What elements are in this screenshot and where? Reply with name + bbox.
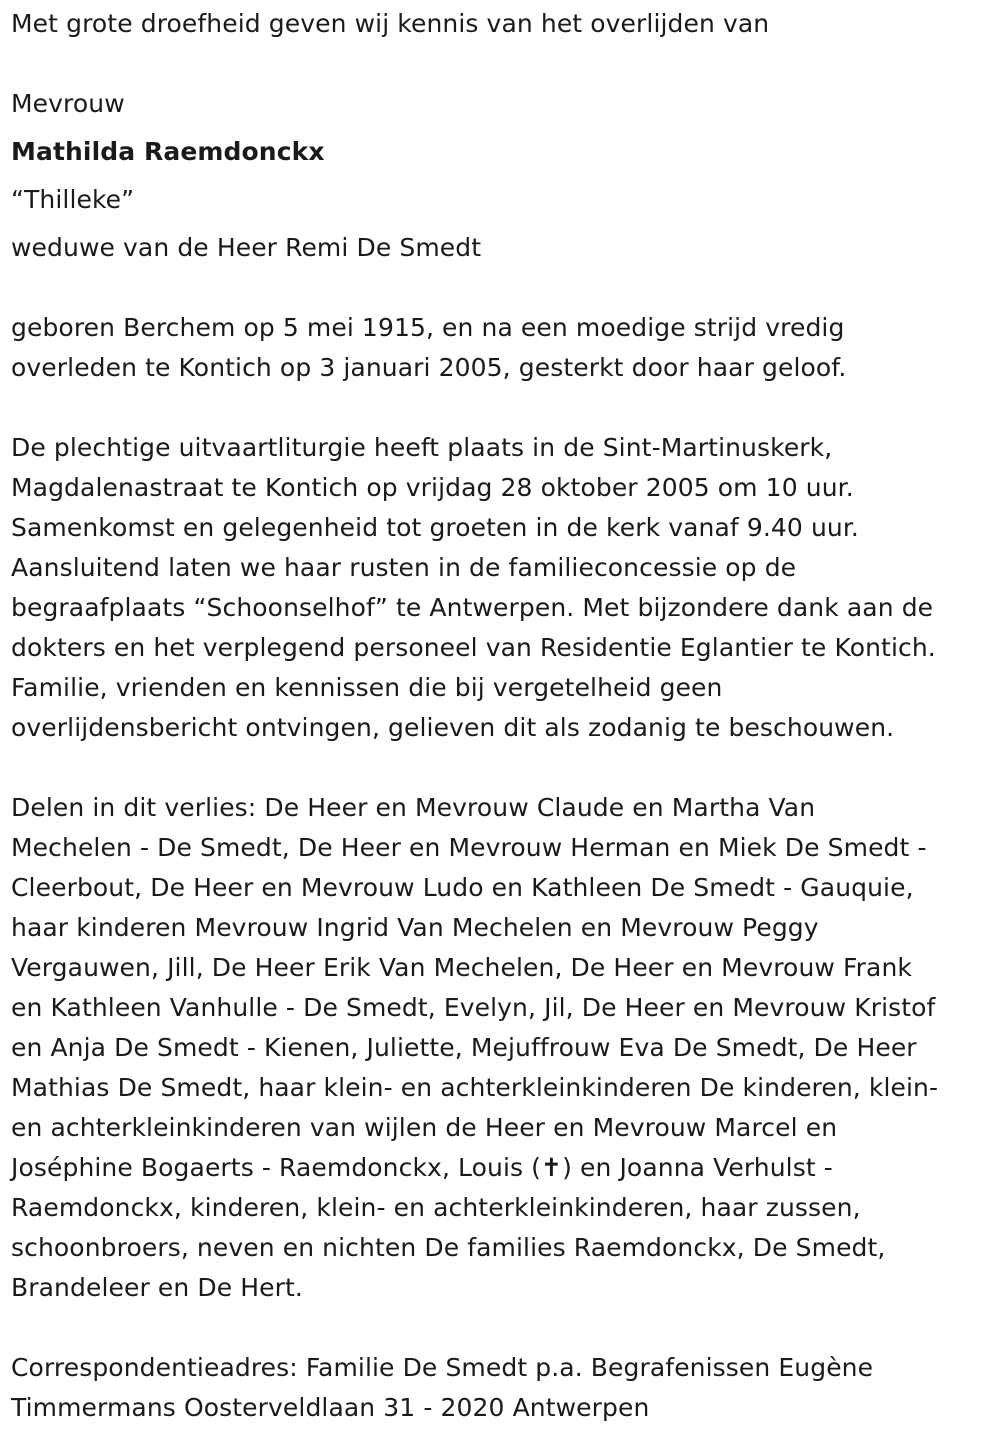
paragraph-line: Correspondentieadres: Familie De Smedt p.a. Begrafenissen Eugène xyxy=(11,1353,874,1382)
paragraph-line: dokters en het verplegend personeel van Residentie Eglantier te Kontich. xyxy=(11,633,936,662)
intro-line: Met grote droefheid geven wij kennis van het overlijden van xyxy=(11,9,770,38)
salutation: Mevrouw xyxy=(11,89,125,118)
paragraph-line: Vergauwen, Jill, De Heer Erik Van Mechelen, De Heer en Mevrouw Frank xyxy=(11,953,912,982)
correspondence-paragraph xyxy=(11,1348,991,1428)
nickname: “Thilleke” xyxy=(11,185,135,214)
paragraph-line: haar kinderen Mevrouw Ingrid Van Mechelen en Mevrouw Peggy xyxy=(11,913,819,942)
widow-of-line: weduwe van de Heer Remi De Smedt xyxy=(11,233,482,262)
paragraph-line: begraafplaats “Schoonselhof” te Antwerpen. Met bijzondere dank aan de xyxy=(11,593,934,622)
spacer xyxy=(11,388,991,428)
paragraph-line: Familie, vrienden en kennissen die bij vergetelheid geen xyxy=(11,673,723,702)
paragraph-line: Mechelen - De Smedt, De Heer en Mevrouw Herman en Miek De Smedt - xyxy=(11,833,927,862)
paragraph-line: Delen in dit verlies: De Heer en Mevrouw Claude en Martha Van xyxy=(11,793,816,822)
paragraph-line: geboren Berchem op 5 mei 1915, en na een moedige strijd vredig xyxy=(11,313,845,342)
paragraph-line: Joséphine Bogaerts - Raemdonckx, Louis (✝) en Joanna Verhulst - xyxy=(11,1153,833,1182)
paragraph-line: overlijdensbericht ontvingen, gelieven dit als zodanig te beschouwen. xyxy=(11,713,895,742)
spacer xyxy=(11,268,991,308)
birth-death-paragraph xyxy=(11,308,991,388)
paragraph-line: Mathias De Smedt, haar klein- en achterkleinkinderen De kinderen, klein- xyxy=(11,1073,939,1102)
paragraph-line: schoonbroers, neven en nichten De families Raemdonckx, De Smedt, xyxy=(11,1233,886,1262)
paragraph-line: Aansluitend laten we haar rusten in de familieconcessie op de xyxy=(11,553,797,582)
paragraph-line: Magdalenastraat te Kontich op vrijdag 28 oktober 2005 om 10 uur. xyxy=(11,473,854,502)
paragraph-line: en achterkleinkinderen van wijlen de Heer en Mevrouw Marcel en xyxy=(11,1113,838,1142)
paragraph-line: Timmermans Oosterveldlaan 31 - 2020 Antwerpen xyxy=(11,1393,650,1422)
paragraph-line: en Kathleen Vanhulle - De Smedt, Evelyn, Jil, De Heer en Mevrouw Kristof xyxy=(11,993,936,1022)
spacer xyxy=(11,44,991,84)
ceremony-paragraph xyxy=(11,428,991,748)
paragraph-line: en Anja De Smedt - Kienen, Juliette, Mejuffrouw Eva De Smedt, De Heer xyxy=(11,1033,917,1062)
mourners-paragraph xyxy=(11,788,991,1308)
paragraph-line: Raemdonckx, kinderen, klein- en achterkleinkinderen, haar zussen, xyxy=(11,1193,861,1222)
paragraph-line: Cleerbout, De Heer en Mevrouw Ludo en Kathleen De Smedt - Gauquie, xyxy=(11,873,914,902)
paragraph-line: De plechtige uitvaartliturgie heeft plaats in de Sint-Martinuskerk, xyxy=(11,433,833,462)
obituary-document xyxy=(11,4,991,1428)
spacer xyxy=(11,1308,991,1348)
paragraph-line: Brandeleer en De Hert. xyxy=(11,1273,303,1302)
spacer xyxy=(11,748,991,788)
deceased-name: Mathilda Raemdonckx xyxy=(11,137,325,166)
paragraph-line: overleden te Kontich op 3 januari 2005, gesterkt door haar geloof. xyxy=(11,353,847,382)
paragraph-line: Samenkomst en gelegenheid tot groeten in de kerk vanaf 9.40 uur. xyxy=(11,513,859,542)
